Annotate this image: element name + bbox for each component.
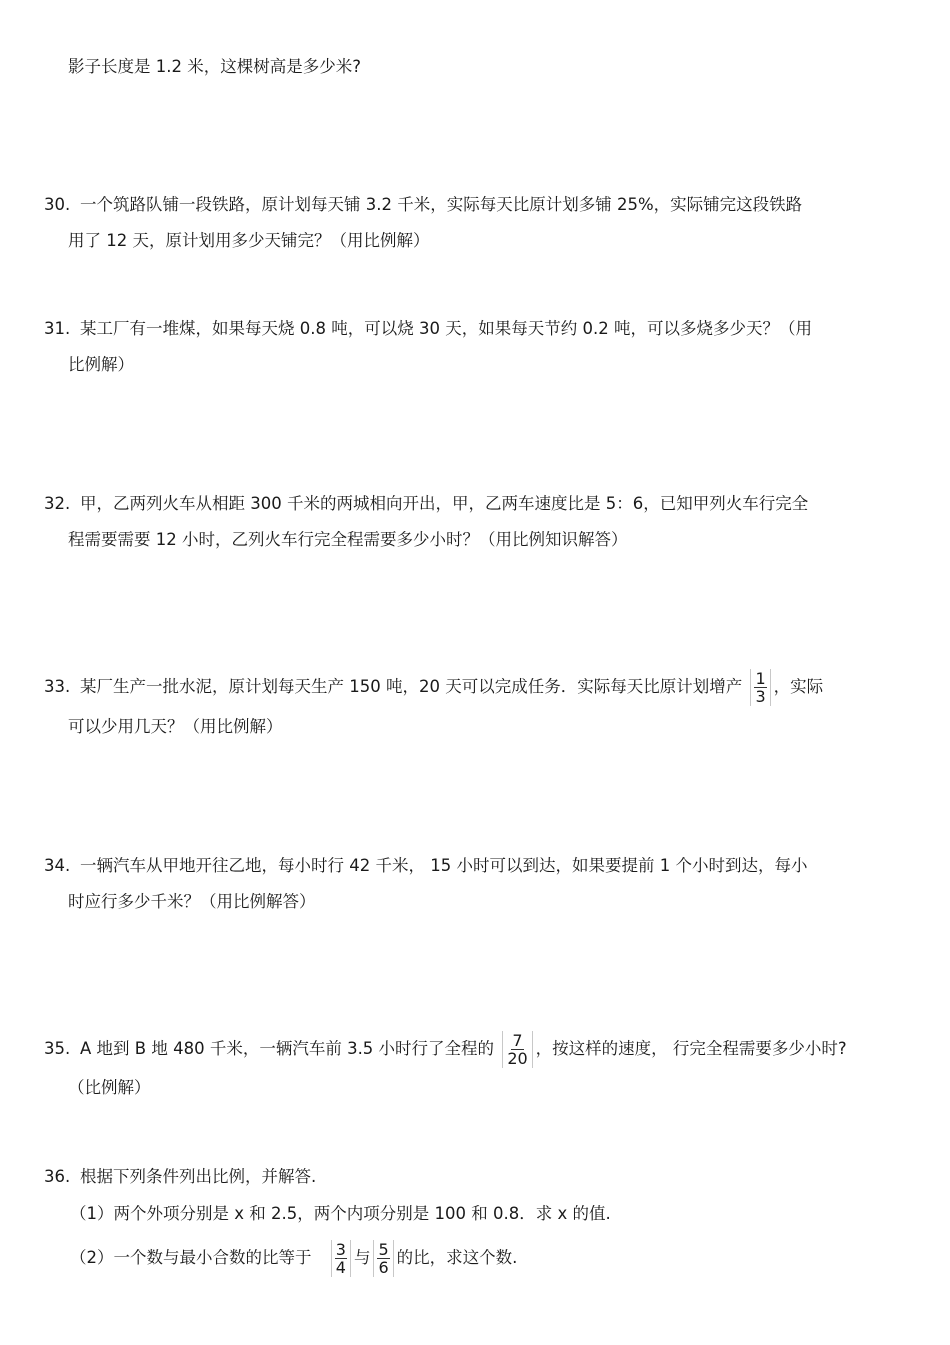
problem-33-line-1: 33. 某厂生产一批水泥，原计划每天生产 150 吨，20 天可以完成任务．实际每天比原计划增产 $\frac{1}{3}$ ，实际 <box>44 669 824 706</box>
problem-35-line-2: （比例解） <box>68 1078 151 1097</box>
fraction-one-third: $\frac{1}{3}$ <box>750 669 770 706</box>
fraction-five-sixths: $\frac{5}{6}$ <box>373 1240 393 1277</box>
fraction-three-fourths: $\frac{3}{4}$ <box>331 1240 351 1277</box>
problem-number: 31. <box>44 319 71 338</box>
fraction-seven-twentieths: $\frac{7}{20}$ <box>502 1031 532 1068</box>
problem-number: 35. <box>44 1039 71 1058</box>
problem-33-line-2: 可以少用几天？（用比例解） <box>68 717 283 736</box>
problem-number: 30. <box>44 195 71 214</box>
problem-36-line-1: 36. 根据下列条件列出比例，并解答. <box>44 1165 316 1189</box>
problem-30-line-2: 用了 12 天，原计划用多少天铺完？（用比例解） <box>68 231 430 250</box>
problem-number: 32. <box>44 494 71 513</box>
problem-34-line-2: 时应行多少千米？（用比例解答） <box>68 892 316 911</box>
problem-number: 34. <box>44 856 71 875</box>
problem-36-part-1: （1）两个外项分别是 x 和 2.5，两个内项分别是 100 和 0.8．求 x 的值. <box>70 1204 611 1223</box>
problem-number: 33. <box>44 677 71 696</box>
problem-32-line-1: 32. 甲，乙两列火车从相距 300 千米的两城相向开出，甲，乙两车速度比是 5：6，已知甲列火车行完全 <box>44 492 808 516</box>
problem-34-line-1: 34. 一辆汽车从甲地开往乙地，每小时行 42 千米， 15 小时可以到达，如果要提前 1 个小时到达，每小 <box>44 854 807 878</box>
problem-36-part-2: （2）一个数与最小合数的比等于 $\frac{3}{4}$ 与 $\frac{5}{6}$ 的比，求这个数. <box>70 1240 518 1277</box>
problem-32-line-2: 程需要需要 12 小时，乙列火车行完全程需要多少小时？（用比例知识解答） <box>68 530 628 549</box>
problem-31-line-1: 31. 某工厂有一堆煤，如果每天烧 0.8 吨，可以烧 30 天，如果每天节约 0.2 吨，可以多烧多少天？（用 <box>44 317 812 341</box>
problem-30-line-1: 30. 一个筑路队铺一段铁路，原计划每天铺 3.2 千米，实际每天比原计划多铺 25%，实际铺完这段铁路 <box>44 193 802 217</box>
problem-29-continuation: 影子长度是 1.2 米，这棵树高是多少米? <box>68 57 361 76</box>
problem-number: 36. <box>44 1167 71 1186</box>
problem-31-line-2: 比例解） <box>68 355 134 374</box>
problem-35-line-1: 35. A 地到 B 地 480 千米，一辆汽车前 3.5 小时行了全程的 $\frac{7}{20}$ ，按这样的速度， 行完全程需要多少小时? <box>44 1031 847 1068</box>
